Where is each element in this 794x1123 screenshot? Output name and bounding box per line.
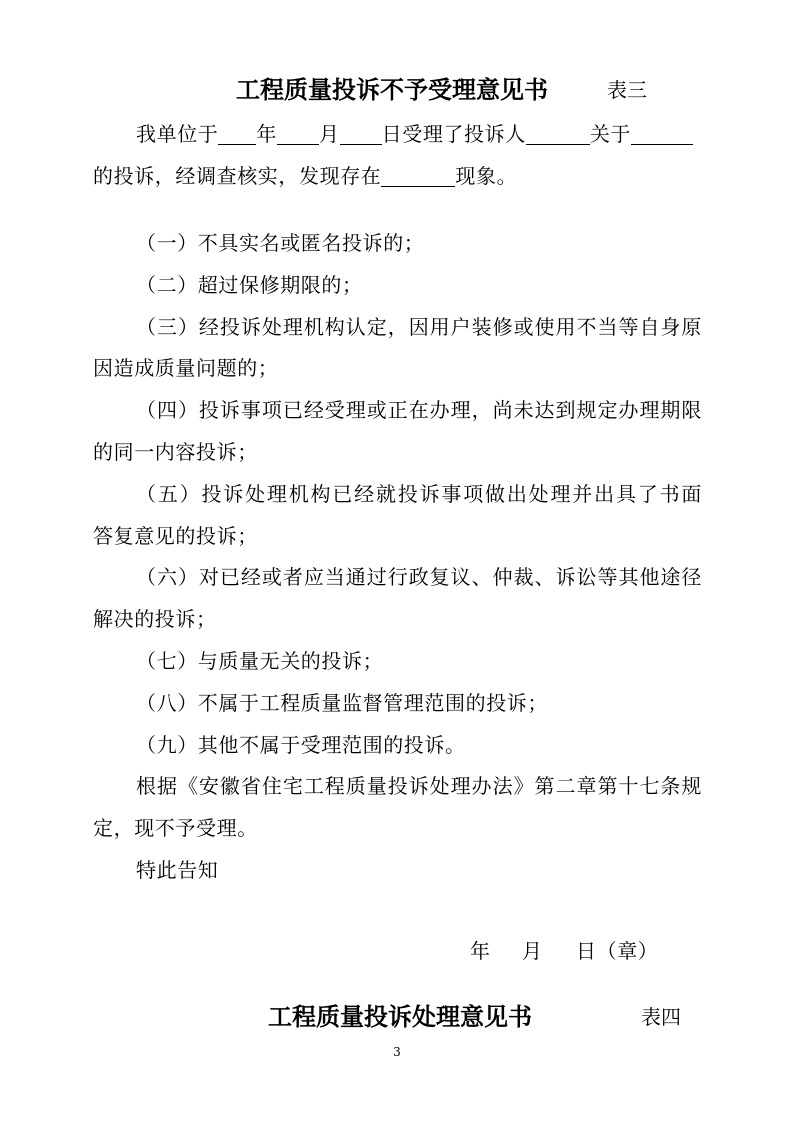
blank-complainant <box>526 143 590 145</box>
reason-item-5-line-2: 答复意见的投诉； <box>93 523 258 548</box>
blank-day <box>340 143 382 145</box>
signature-year: 年 <box>470 939 491 963</box>
reason-item-3-line-1: （三）经投诉处理机构认定，因用户装修或使用不当等自身原 <box>136 314 702 339</box>
signature-day-seal: 日（章） <box>576 939 659 963</box>
reason-item-2: （二）超过保修期限的； <box>136 272 363 297</box>
document-title: 工程质量投诉不予受理意见书 <box>236 75 548 104</box>
about-text: 关于 <box>589 122 632 146</box>
blank-subject <box>631 143 693 145</box>
reason-item-7: （七）与质量无关的投诉； <box>136 648 384 673</box>
next-form-title: 工程质量投诉处理意见书 <box>268 1002 532 1031</box>
intro-prefix: 我单位于 <box>136 122 219 146</box>
legal-basis-line-2: 定，现不予受理。 <box>93 816 258 841</box>
reason-item-9: （九）其他不属于受理范围的投诉。 <box>136 732 466 757</box>
year-unit: 年 <box>256 122 278 146</box>
complaint-checked-text: 的投诉，经调查核实，发现存在 <box>93 163 382 188</box>
document-body <box>93 114 702 892</box>
reason-item-6-line-2: 解决的投诉； <box>93 607 217 632</box>
reason-item-5-line-1: （五）投诉处理机构已经就投诉事项做出处理并出具了书面 <box>136 481 702 506</box>
day-received-text: 日受理了投诉人 <box>381 122 526 146</box>
form-number-label: 表三 <box>607 78 647 102</box>
reason-item-3-line-2: 因造成质量问题的； <box>93 356 279 381</box>
reason-item-4-line-1: （四）投诉事项已经受理或正在办理，尚未达到规定办理期限 <box>136 398 702 423</box>
page-number: 3 <box>393 1045 401 1059</box>
intro-line-2 <box>93 156 702 198</box>
legal-basis-line-1: 根据《安徽省住宅工程质量投诉处理办法》第二章第十七条规 <box>136 774 702 799</box>
next-form-number-label: 表四 <box>641 1005 681 1029</box>
phenomenon-suffix: 现象。 <box>455 163 518 188</box>
notice-text: 特此告知 <box>136 857 219 882</box>
rejection-reasons-list <box>93 223 702 892</box>
blank-month <box>277 143 319 145</box>
intro-line-1 <box>93 114 702 156</box>
reason-item-8: （八）不属于工程质量监督管理范围的投诉； <box>136 690 548 715</box>
signature-month: 月 <box>522 939 543 963</box>
month-unit: 月 <box>319 122 340 146</box>
reason-item-4-line-2: 的同一内容投诉； <box>93 439 258 464</box>
intro-paragraph <box>93 114 702 198</box>
reason-item-1: （一）不具实名或匿名投诉的； <box>136 230 425 255</box>
blank-year <box>218 143 256 145</box>
blank-phenomenon <box>381 185 455 187</box>
reason-item-6-line-1: （六）对已经或者应当通过行政复议、仲裁、诉讼等其他途径 <box>136 565 702 590</box>
